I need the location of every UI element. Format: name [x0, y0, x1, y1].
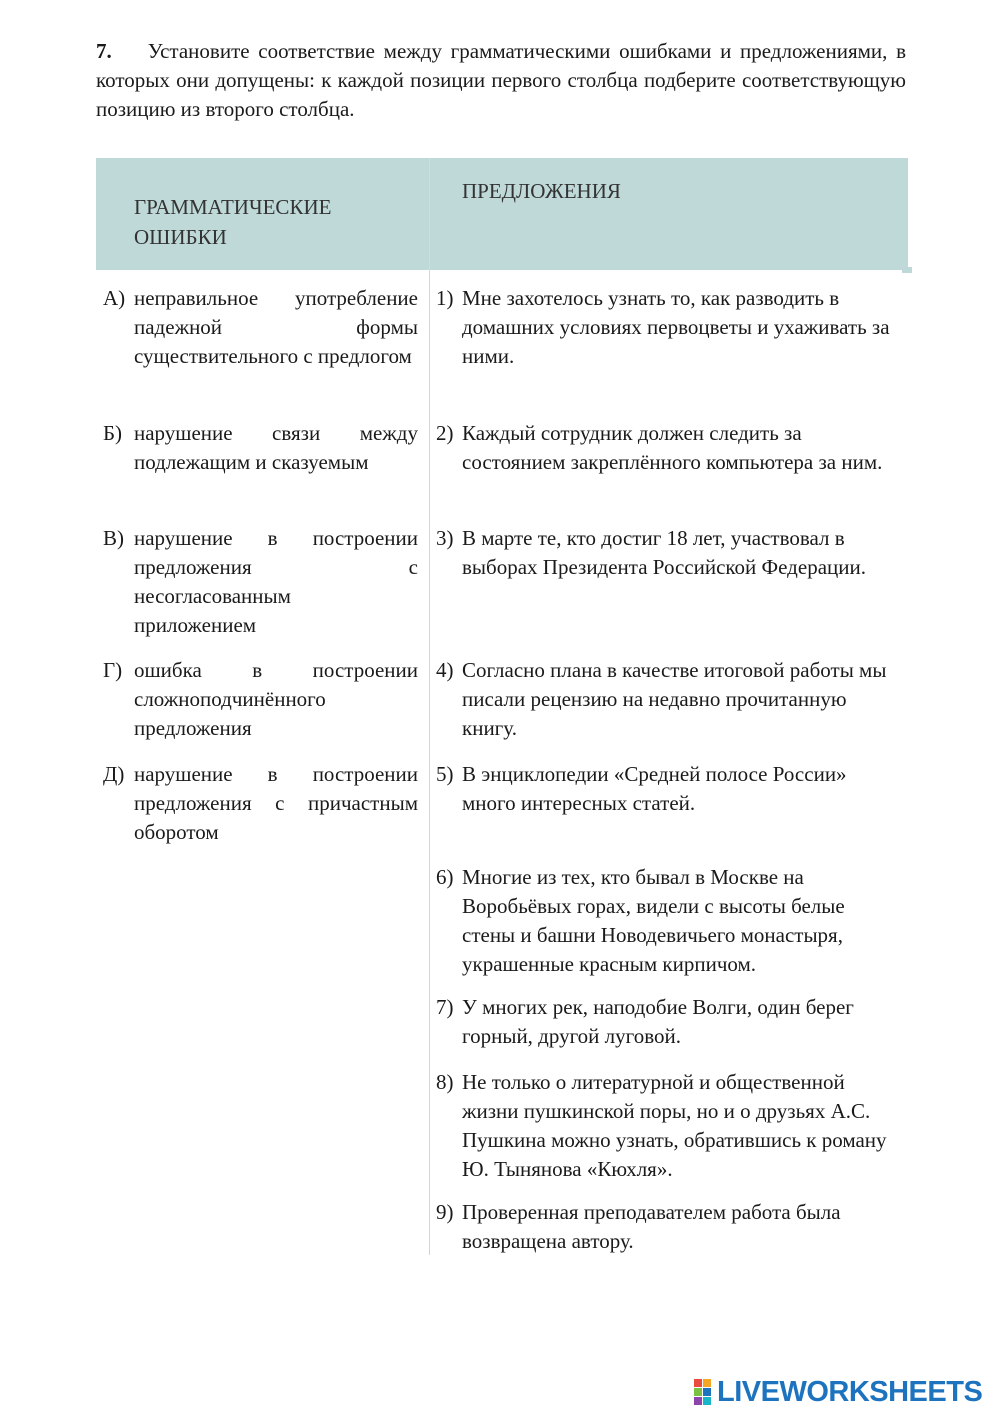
error-mark: А) [103, 286, 126, 310]
error-mark: Д) [103, 762, 125, 786]
sentence-mark: 3) [436, 526, 454, 550]
header-divider [429, 158, 430, 270]
sentence-item-8 [436, 1068, 896, 1184]
error-item-a [103, 284, 418, 371]
liveworksheets-logo [694, 1377, 982, 1407]
logo-text: LIVEWORKSHEETS [717, 1376, 983, 1408]
sentence-item-7 [436, 993, 896, 1051]
error-text: неправильное употребление падежной формы существительного с предлогом [134, 286, 418, 368]
error-item-b [103, 419, 418, 477]
error-text: ошибка в построении сложноподчинённого предложения [134, 658, 418, 740]
task-instruction [96, 37, 906, 124]
sentence-item-2 [436, 419, 896, 477]
sentence-text: В энциклопедии «Средней полосе России» много интересных статей. [462, 762, 847, 815]
sentence-text: Каждый сотрудник должен следить за состоянием закреплённого компьютера за ним. [462, 421, 883, 474]
error-mark: Г) [103, 658, 123, 682]
error-text: нарушение связи между подлежащим и сказуемым [134, 421, 418, 474]
sentence-text: Многие из тех, кто бывал в Москве на Воробьёвых горах, видели с высоты белые стены и башни Новодевичьего монастыря, украшенные красным кирпичом. [462, 865, 845, 976]
sentence-item-4 [436, 656, 896, 743]
task-text: Установите соответствие между грамматическими ошибками и предложениями, в которых они допущены: к каждой позиции первого столбца подберите соответствующую позицию из второго столбца. [96, 39, 906, 121]
sentence-mark: 7) [436, 995, 454, 1019]
sentence-mark: 4) [436, 658, 454, 682]
header-sentences: ПРЕДЛОЖЕНИЯ [462, 179, 621, 203]
sentence-item-9 [436, 1198, 896, 1256]
sentence-text: Мне захотелось узнать то, как разводить в домашних условиях первоцветы и ухаживать за ними. [462, 286, 890, 368]
sentence-text: Согласно плана в качестве итоговой работы мы писали рецензию на недавно прочитанную книгу. [462, 658, 887, 740]
error-text: нарушение в построении предложения с причастным оборотом [134, 762, 418, 844]
task-number: 7. [96, 39, 112, 63]
sentence-item-6 [436, 863, 896, 979]
sentence-text: У многих рек, наподобие Волги, один берег горный, другой луговой. [462, 995, 854, 1048]
sentence-mark: 1) [436, 286, 454, 310]
error-text: нарушение в построении предложения с несогласованным приложением [134, 526, 418, 637]
sentence-mark: 6) [436, 865, 454, 889]
error-mark: Б) [103, 421, 123, 445]
sentence-text: Проверенная преподавателем работа была возвращена автору. [462, 1200, 841, 1253]
sentence-mark: 8) [436, 1070, 454, 1094]
sentence-item-5 [436, 760, 896, 818]
sentence-text: В марте те, кто достиг 18 лет, участвовал в выборах Президента Российской Федерации. [462, 526, 866, 579]
error-item-g [103, 656, 418, 743]
sentence-mark: 5) [436, 762, 454, 786]
sentence-text: Не только о литературной и общественной жизни пушкинской поры, но и о друзьях А.С. Пушкина можно узнать, обратившись к роману Ю. Тынянова «Кюхля». [462, 1070, 887, 1181]
sentence-mark: 9) [436, 1200, 454, 1224]
sentence-item-1 [436, 284, 896, 371]
sentence-item-3 [436, 524, 896, 582]
header-errors: ГРАММАТИЧЕСКИЕ ОШИБКИ [134, 195, 332, 249]
error-mark: В) [103, 526, 124, 550]
liveworksheets-cubes-icon [694, 1379, 711, 1405]
error-item-d [103, 760, 418, 847]
sentence-mark: 2) [436, 421, 454, 445]
error-item-v [103, 524, 418, 640]
column-divider [429, 270, 430, 1255]
